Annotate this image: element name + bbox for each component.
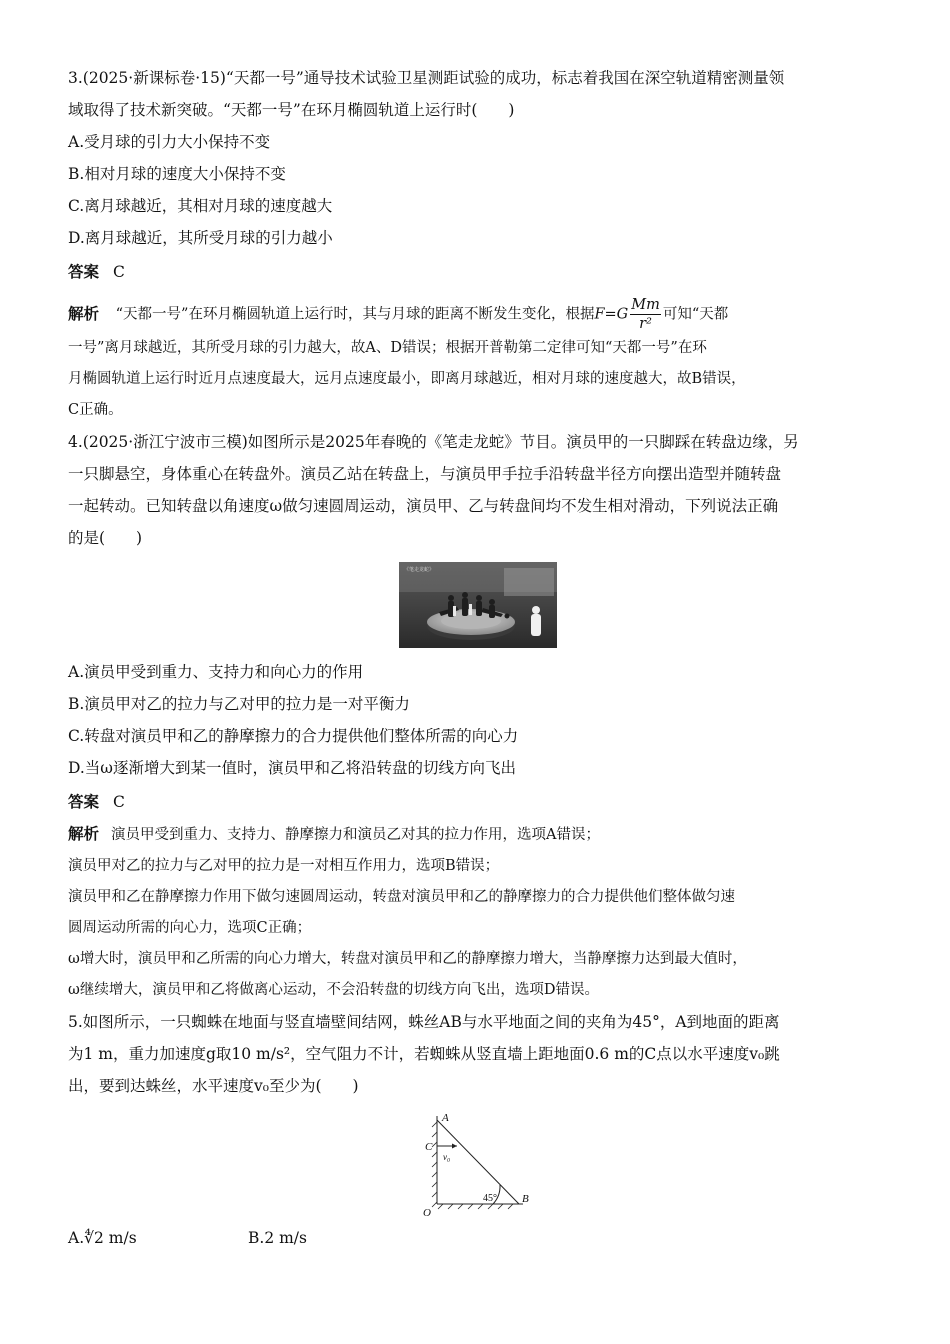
q4-analysis-line-1 bbox=[68, 818, 888, 851]
stage-performance-photo bbox=[399, 562, 557, 648]
q3-analysis-label: 解析 bbox=[68, 303, 100, 323]
q4-analysis-line-5: ω增大时，演员甲和乙所需的向心力增大，转盘对演员甲和乙的静摩擦力增大，当静摩擦力达到最大值时， bbox=[68, 951, 747, 967]
q3-answer bbox=[68, 256, 888, 288]
q4-analysis-label: 解析 bbox=[68, 824, 100, 843]
q4-option-d: D.当ω逐渐增大到某一值时，演员甲和乙将沿转盘的切线方向飞出 bbox=[68, 759, 516, 777]
q5-option-a: A.∜2 m/s bbox=[68, 1229, 137, 1247]
q3-analysis-line-4: C正确。 bbox=[68, 402, 123, 418]
q3-option-a: A.受月球的引力大小保持不变 bbox=[68, 133, 271, 151]
q3-formula-fraction bbox=[630, 296, 661, 333]
q4-option-a: A.演员甲受到重力、支持力和向心力的作用 bbox=[68, 663, 364, 681]
q4-analysis-line-6: ω继续增大，演员甲和乙将做离心运动，不会沿转盘的切线方向飞出，选项D错误。 bbox=[68, 982, 599, 998]
q4-stem-line-1: 4.(2025·浙江宁波市三模)如图所示是2025年春晚的《笔走龙蛇》节目。演员甲的一只脚踩在转盘边缘，另 bbox=[68, 433, 799, 451]
q5-stem-line-1: 5.如图所示，一只蜘蛛在地面与竖直墙壁间结网，蛛丝AB与水平地面之间的夹角为45°，A到地面的距离 bbox=[68, 1013, 780, 1031]
q4-answer-label: 答案 bbox=[68, 792, 100, 811]
q4-analysis-line-4: 圆周运动所需的向心力，选项C正确； bbox=[68, 920, 312, 936]
q4-answer bbox=[68, 786, 888, 818]
q4-analysis-text-1: 演员甲受到重力、支持力、静摩擦力和演员乙对其的拉力作用，选项A错误； bbox=[111, 827, 600, 843]
q3-analysis-line-1 bbox=[68, 296, 888, 333]
label-a: A bbox=[442, 1112, 449, 1124]
q3-option-d: D.离月球越近，其所受月球的引力越小 bbox=[68, 229, 333, 247]
label-c: C bbox=[425, 1141, 433, 1153]
label-o: O bbox=[423, 1207, 431, 1218]
q3-answer-label: 答案 bbox=[68, 262, 100, 281]
spider-web-diagram bbox=[413, 1108, 543, 1218]
q4-analysis-line-3: 演员甲和乙在静摩擦力作用下做匀速圆周运动，转盘对演员甲和乙的静摩擦力的合力提供他们整体做匀速 bbox=[68, 889, 735, 905]
q3-option-b: B.相对月球的速度大小保持不变 bbox=[68, 165, 286, 183]
q3-analysis-text-1b: 可知“天都 bbox=[662, 306, 729, 323]
q5-stem-line-3: 出，要到达蛛丝，水平速度v₀至少为( ) bbox=[68, 1077, 359, 1095]
q3-formula-numerator: Mm bbox=[631, 297, 660, 313]
q3-stem-line-2: 域取得了技术新突破。“天都一号”在环月椭圆轨道上运行时( ) bbox=[68, 101, 515, 119]
page-content bbox=[68, 62, 888, 1254]
q3-answer-value: C bbox=[113, 263, 125, 281]
label-angle: 45° bbox=[483, 1193, 497, 1204]
q5-option-b: B.2 m/s bbox=[248, 1229, 307, 1247]
label-v0: v₀ bbox=[443, 1152, 451, 1162]
q4-stem-line-3: 一起转动。已知转盘以角速度ω做匀速圆周运动，演员甲、乙与转盘间均不发生相对滑动，下列说法正确 bbox=[68, 497, 779, 515]
q5-stem-line-2: 为1 m，重力加速度g取10 m/s²，空气阻力不计，若蜘蛛从竖直墙上距地面0.6 m的C点以水平速度v₀跳 bbox=[68, 1045, 780, 1063]
q3-analysis-text-1a: “天都一号”在环月椭圆轨道上运行时，其与月球的距离不断发生变化，根据 bbox=[115, 306, 595, 323]
q4-answer-value: C bbox=[113, 793, 125, 811]
q3-formula-denominator: r² bbox=[639, 316, 652, 332]
q3-stem-line-1: 3.(2025·新课标卷·15)“天都一号”通导技术试验卫星测距试验的成功，标志着我国在深空轨道精密测量领 bbox=[68, 69, 785, 87]
q4-stem-line-4: 的是( ) bbox=[68, 529, 143, 547]
photo-caption: 《笔走龙蛇》 bbox=[404, 567, 435, 573]
q3-analysis-line-3: 月椭圆轨道上运行时近月点速度最大，远月点速度最小，即离月球越近，相对月球的速度越大，故B错误， bbox=[68, 371, 746, 387]
q3-analysis-line-2: 一号”离月球越近，其所受月球的引力越大，故A、D错误；根据开普勒第二定律可知“天都一号”在环 bbox=[68, 340, 707, 356]
q5-options-row bbox=[68, 1222, 888, 1254]
q4-stem-line-2: 一只脚悬空，身体重心在转盘外。演员乙站在转盘上，与演员甲手拉手沿转盘半径方向摆出造型并随转盘 bbox=[68, 465, 782, 483]
label-b: B bbox=[522, 1193, 529, 1205]
q4-option-b: B.演员甲对乙的拉力与乙对甲的拉力是一对平衡力 bbox=[68, 695, 410, 713]
q3-formula-prefix: F=G bbox=[594, 306, 629, 323]
q3-option-c: C.离月球越近，其相对月球的速度越大 bbox=[68, 197, 333, 215]
q4-analysis-line-2: 演员甲对乙的拉力与乙对甲的拉力是一对相互作用力，选项B错误； bbox=[68, 858, 500, 874]
q4-option-c: C.转盘对演员甲和乙的静摩擦力的合力提供他们整体所需的向心力 bbox=[68, 727, 519, 745]
